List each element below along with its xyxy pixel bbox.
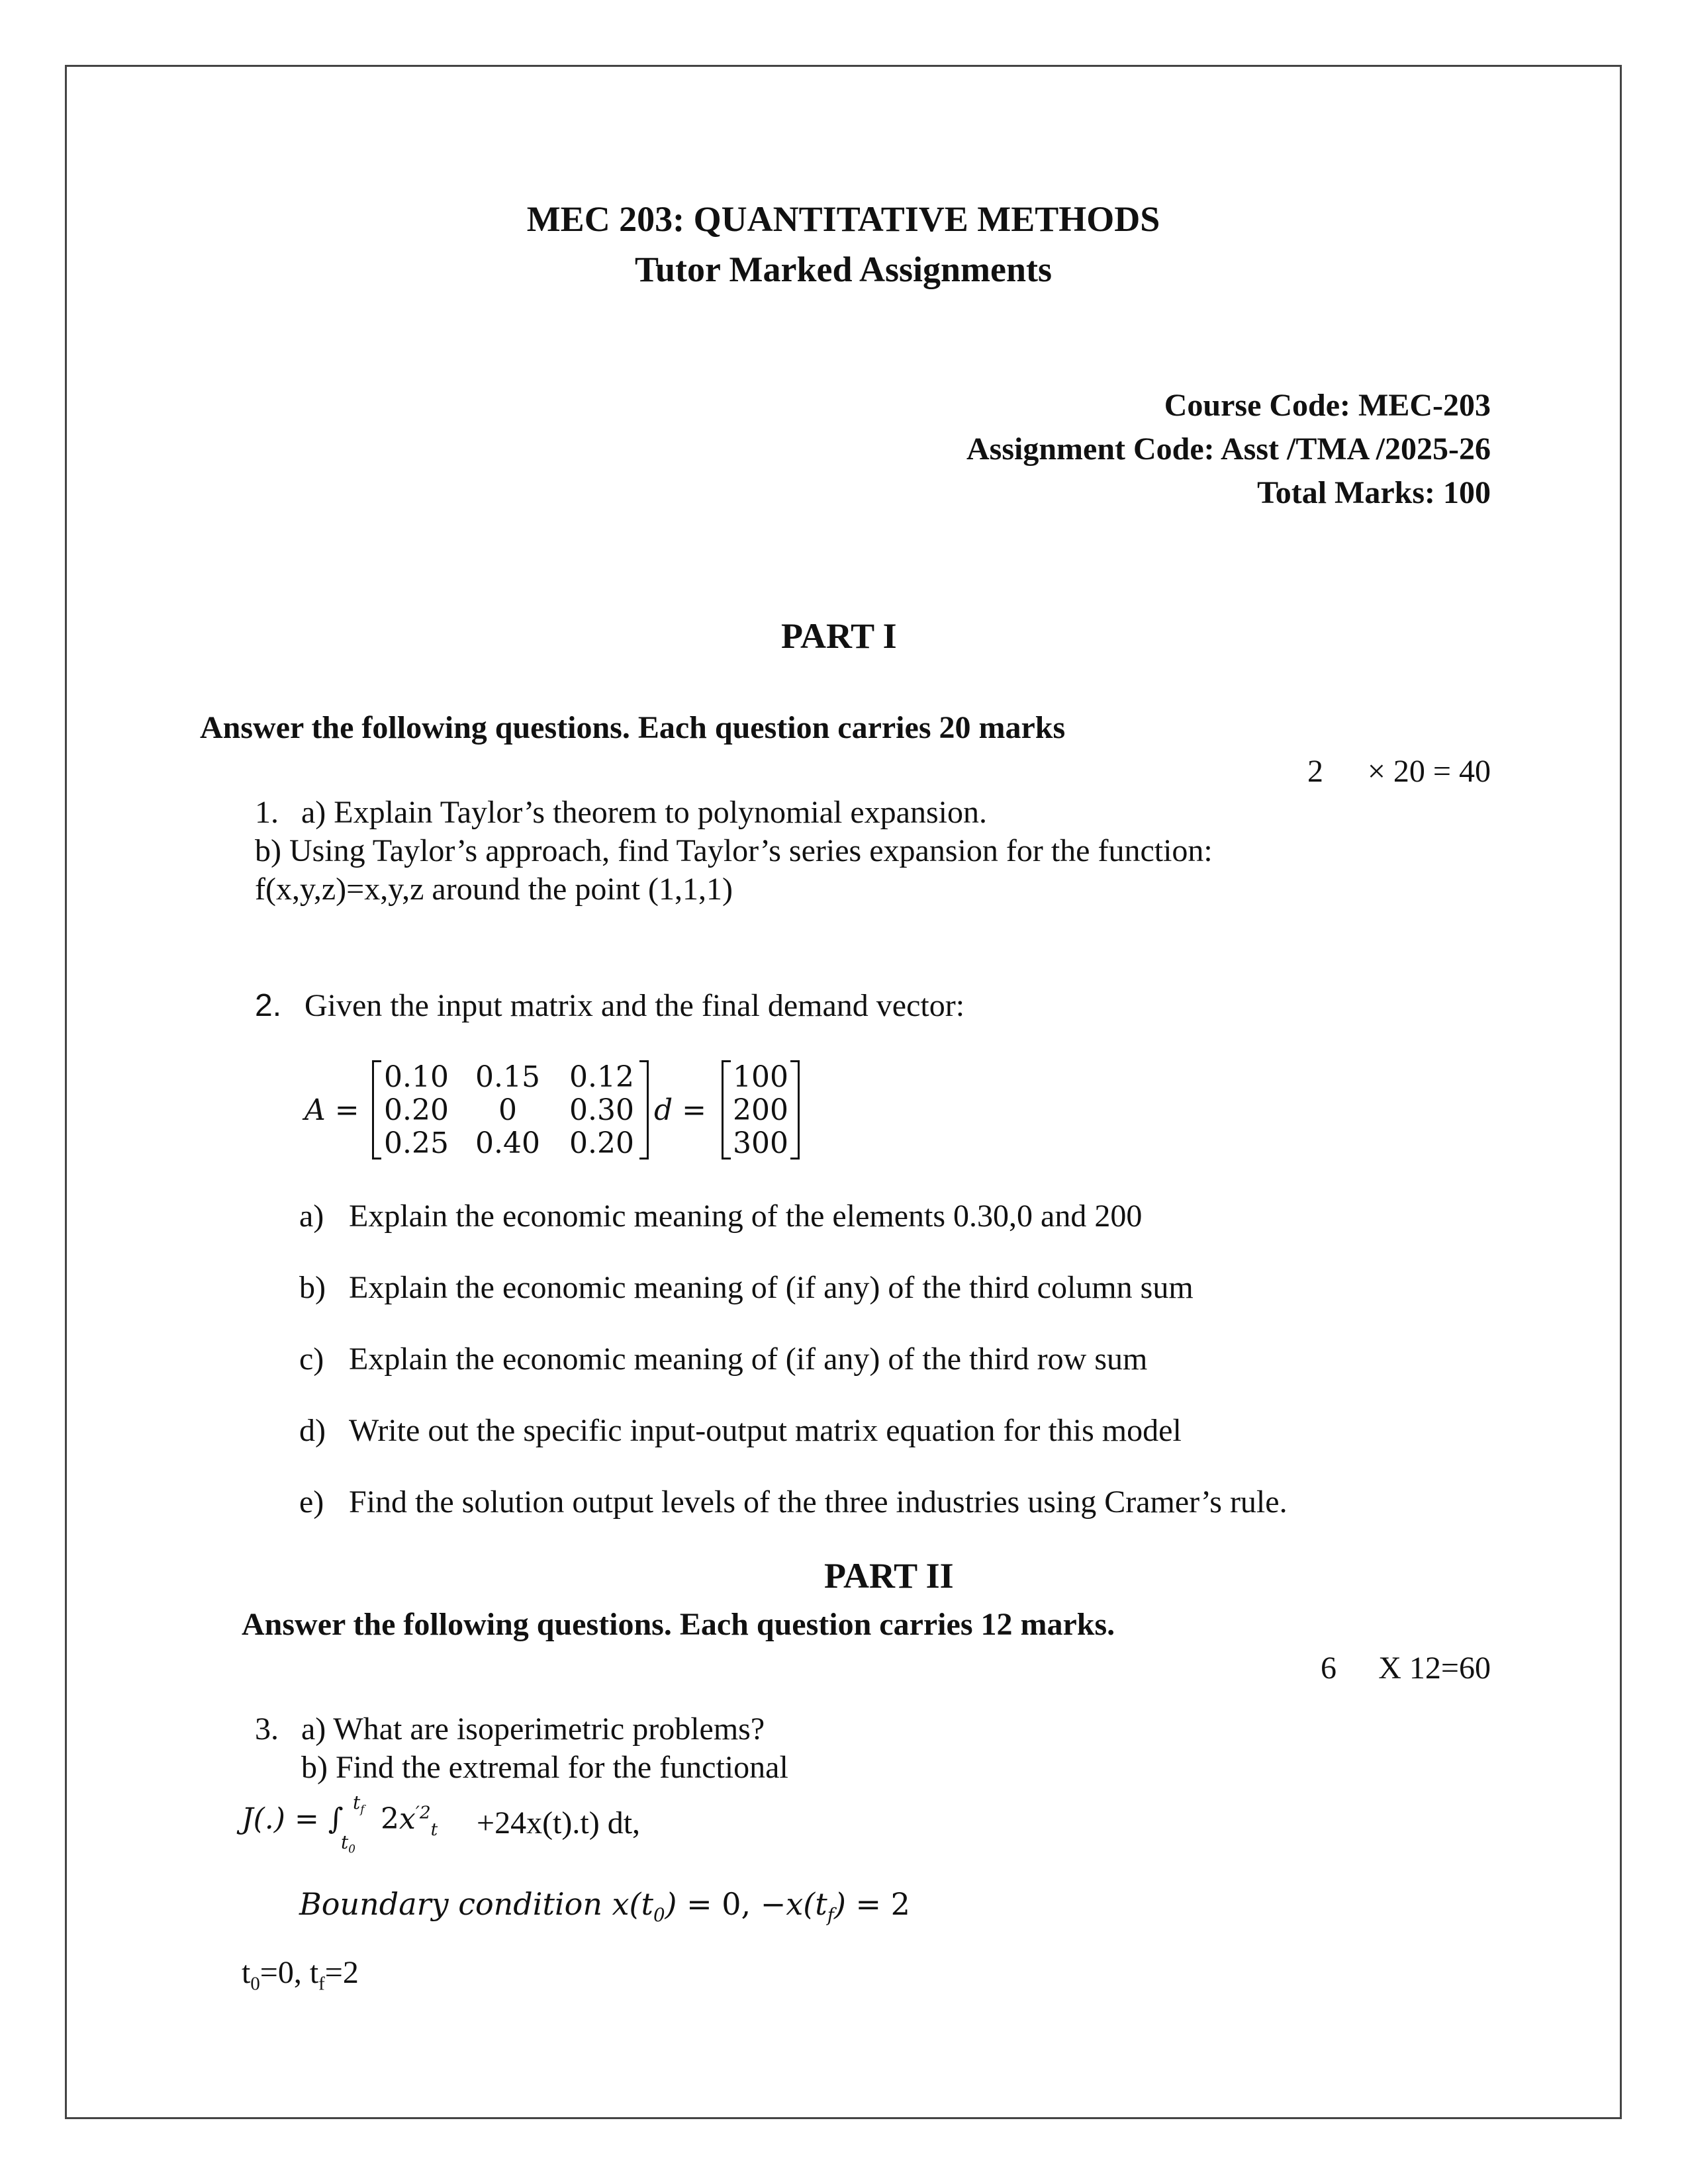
q1-part-a: a) Explain Taylor’s theorem to polynomial expansion. bbox=[301, 795, 987, 830]
part-2-heading: PART II bbox=[824, 1556, 954, 1596]
vector-cell: 300 bbox=[733, 1126, 788, 1160]
functional-rhs: +24x(t).t) dt, bbox=[477, 1805, 641, 1841]
part-2-marks-formula: X 12=60 bbox=[1378, 1651, 1491, 1686]
matrix-cell: 0.20 bbox=[569, 1126, 634, 1160]
q2-item-label: b) bbox=[299, 1270, 326, 1305]
vector-cell: 200 bbox=[733, 1093, 788, 1127]
q2-item-label: a) bbox=[299, 1199, 324, 1234]
q2-item-label: c) bbox=[299, 1342, 324, 1377]
total-marks: Total Marks: 100 bbox=[1257, 475, 1491, 510]
matrix-a-label: A = bbox=[305, 1093, 359, 1127]
matrix-cell: 0.12 bbox=[569, 1060, 634, 1094]
document-subtitle: Tutor Marked Assignments bbox=[634, 250, 1053, 289]
document-title: MEC 203: QUANTITATIVE METHODS bbox=[526, 199, 1160, 239]
vector-cell: 100 bbox=[733, 1060, 788, 1094]
functional-lhs: J(.) = ∫ bbox=[242, 1802, 344, 1836]
q2-item-text: Write out the specific input-output matrix equation for this model bbox=[349, 1413, 1182, 1448]
matrix-cell: 0.10 bbox=[384, 1060, 449, 1094]
part-1-marks-formula: × 20 = 40 bbox=[1367, 754, 1491, 789]
demand-vector bbox=[722, 1060, 800, 1160]
functional-expression bbox=[242, 1792, 904, 1856]
q1-function: f(x,y,z)=x,y,z around the point (1,1,1) bbox=[255, 872, 733, 907]
input-matrix bbox=[372, 1060, 649, 1160]
matrix-cell: 0.30 bbox=[569, 1093, 634, 1127]
time-limits: $t_0=0$, $t_f=2$ bbox=[242, 1955, 359, 1995]
assignment-code: Assignment Code: Asst /TMA /2025-26 bbox=[966, 432, 1491, 467]
boundary-condition: Boundary condition $x(t_0) = 0$, $-x(t_f) = 2$ bbox=[299, 1886, 910, 1927]
q2-item-text: Explain the economic meaning of the elements 0.30,0 and 200 bbox=[349, 1199, 1143, 1234]
matrix-cell: 0.15 bbox=[475, 1060, 540, 1094]
q2-item-text: Explain the economic meaning of (if any) of the third row sum bbox=[349, 1342, 1148, 1377]
q3-number: 3. bbox=[255, 1711, 279, 1747]
part-1-marks-count: 2 bbox=[1307, 754, 1323, 789]
q2-item-text: Find the solution output levels of the three industries using Cramer’s rule. bbox=[349, 1484, 1288, 1520]
q2-item-text: Explain the economic meaning of (if any) of the third column sum bbox=[349, 1270, 1194, 1305]
q2-number: 2. bbox=[255, 988, 282, 1023]
q3-part-b: b) Find the extremal for the functional bbox=[301, 1750, 788, 1785]
course-code: Course Code: MEC-203 bbox=[1164, 388, 1491, 423]
q2-item-label: d) bbox=[299, 1413, 326, 1448]
part-1-instruction: Answer the following questions. Each question carries 20 marks bbox=[200, 710, 1066, 745]
matrix-cell: 0.25 bbox=[384, 1126, 449, 1160]
part-2-marks-count: 6 bbox=[1321, 1651, 1336, 1686]
matrix-cell: 0.40 bbox=[475, 1126, 540, 1160]
part-2-instruction: Answer the following questions. Each question carries 12 marks. bbox=[242, 1607, 1115, 1642]
integral-upper-limit: $t_f$ bbox=[353, 1792, 365, 1816]
q2-intro: Given the input matrix and the final demand vector: bbox=[305, 988, 965, 1023]
vector-d-label: d = bbox=[654, 1093, 707, 1127]
matrix-cell: 0 bbox=[498, 1093, 517, 1127]
part-1-heading: PART I bbox=[781, 616, 897, 656]
matrix-cell: 0.20 bbox=[384, 1093, 449, 1127]
q3-part-a: a) What are isoperimetric problems? bbox=[301, 1711, 765, 1747]
q1-part-b: b) Using Taylor’s approach, find Taylor’s series expansion for the function: bbox=[255, 833, 1213, 868]
q2-item-label: e) bbox=[299, 1484, 324, 1520]
integral-lower-limit: $t_0$ bbox=[341, 1831, 355, 1856]
q1-number: 1. bbox=[255, 795, 279, 830]
integrand-term: $2x^{'2}_t$ bbox=[381, 1802, 438, 1840]
